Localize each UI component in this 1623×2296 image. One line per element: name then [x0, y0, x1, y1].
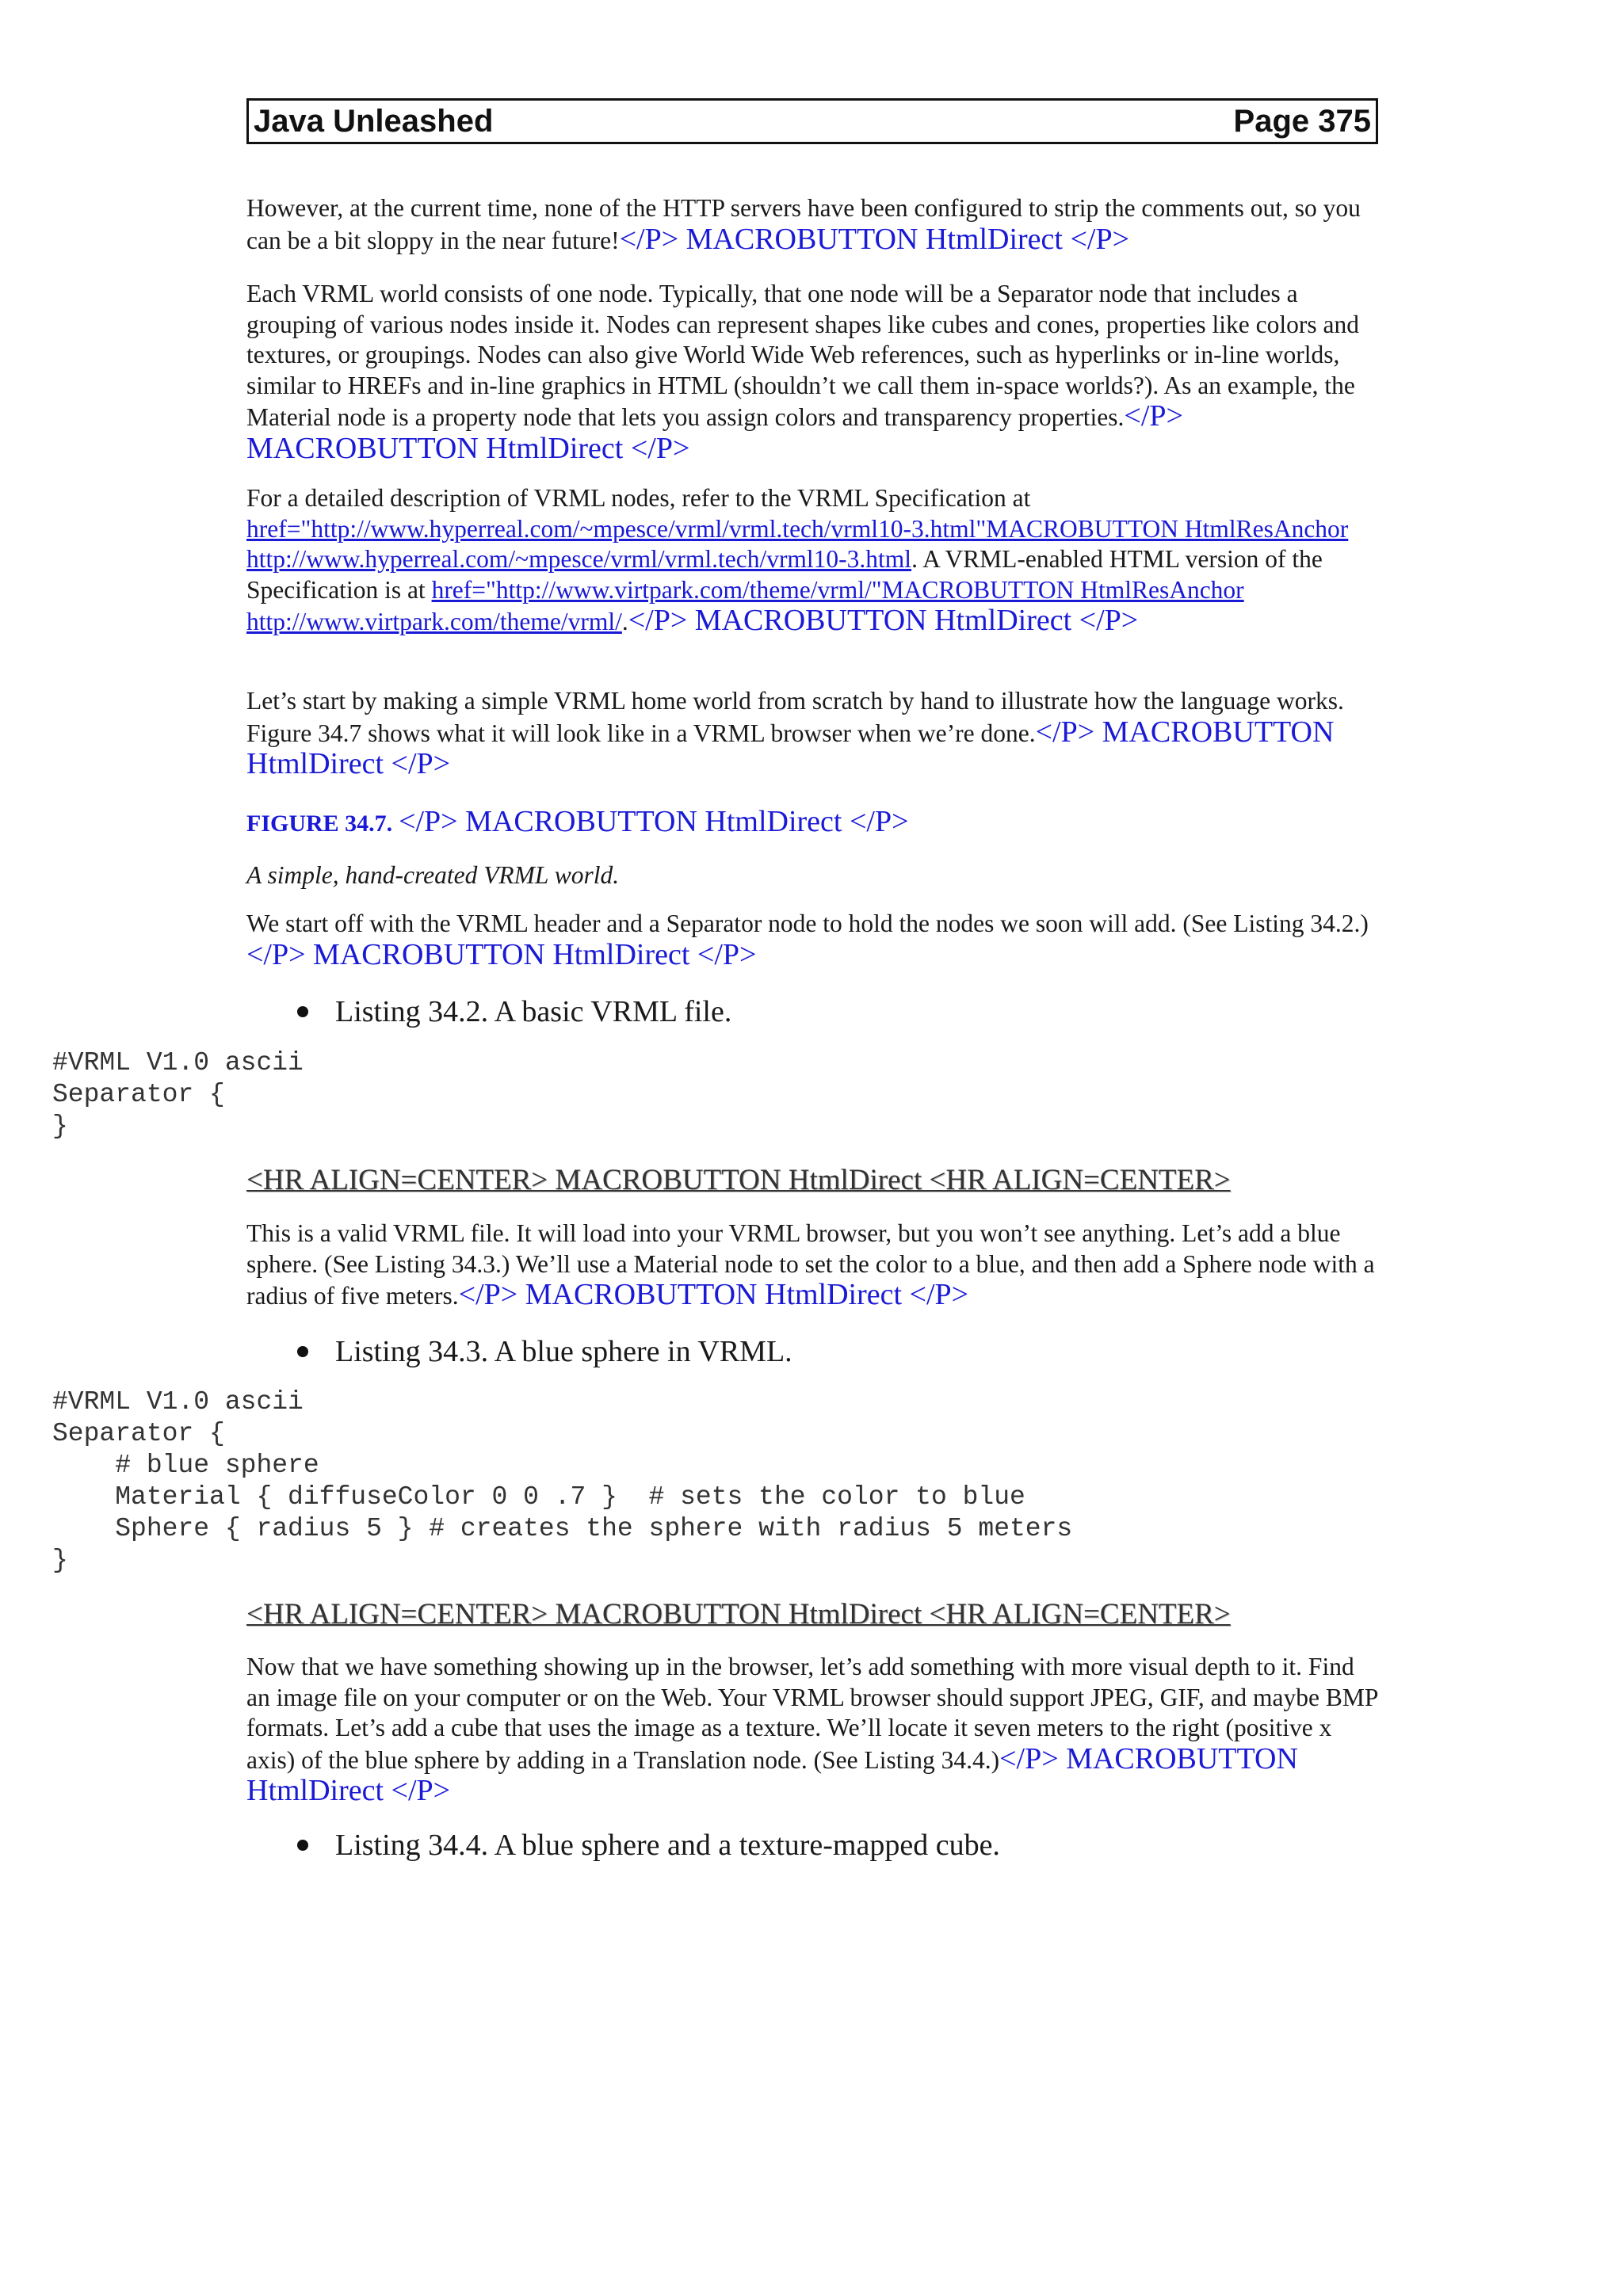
paragraph-text: Now that we have something showing up in the browser, let’s add something with more visual depth to it. Find an image file on your computer or on the Web. Your VRML browser should support JPEG, GIF, and maybe BMP formats. Let’s add a cube that uses the image as a texture. We’ll locate it seven meters to the right (positive x axis) of the blue sphere by adding in a Translation node. (See Listing 34.4.)	[246, 1653, 1378, 1774]
figure-label: FIGURE 34.7.	[246, 810, 393, 837]
paragraph-6	[246, 1219, 1384, 1312]
paragraph-text: However, at the current time, none of the HTTP servers have been configured to strip the comments out, so you can be a bit sloppy in the near future!	[246, 194, 1361, 254]
paragraph-text: This is a valid VRML file. It will load into your VRML browser, but you won’t see anything. Let’s add a blue sphere. (See Listing 34.3.) We’ll use a Material node to set the color to a blue, and then add a Sphere node with a radius of five meters.	[246, 1219, 1375, 1310]
vrml-spec-link[interactable]: href="http://www.hyperreal.com/~mpesce/vrml/vrml.tech/vrml10-3.html"MACROBUTTON HtmlResAnchor http://www.hyperreal.com/~mpesce/vrml/vrml.tech/vrml10-3.html	[246, 514, 1349, 573]
book-title: Java Unleashed	[254, 103, 494, 139]
paragraph-text: Each VRML world consists of one node. Typically, that one node will be a Separator node that includes a grouping of various nodes inside it. Nodes can represent shapes like cubes and cones, properties like colors and textures, or groupings. Nodes can also give World Wide Web references, such as hyperlinks or in-line worlds, similar to HREFs and in-line graphics in HTML (shouldn’t we call them in-space worlds?). As an example, the Material node is a property node that lets you assign colors and transparency properties.	[246, 280, 1359, 431]
htmldirect-link[interactable]: </P> MACROBUTTON HtmlDirect </P>	[246, 715, 1335, 780]
hr-macrobutton-link[interactable]: <HR ALIGN=CENTER> MACROBUTTON HtmlDirect <HR ALIGN=CENTER>	[246, 1164, 1231, 1196]
virtpark-spec-link[interactable]: href="http://www.virtpark.com/theme/vrml/"MACROBUTTON HtmlResAnchor http://www.virtpark.com/theme/vrml/	[246, 575, 1244, 635]
htmldirect-link[interactable]: </P> MACROBUTTON HtmlDirect </P>	[246, 399, 1183, 465]
bullet-icon	[297, 1346, 308, 1357]
figure-label-line	[246, 807, 1384, 840]
hr-macrobutton-link[interactable]: <HR ALIGN=CENTER> MACROBUTTON HtmlDirect <HR ALIGN=CENTER>	[246, 1598, 1231, 1630]
paragraph-1	[246, 193, 1384, 256]
paragraph-text: Let’s start by making a simple VRML home world from scratch by hand to illustrate how the language works. Figure 34.7 shows what it will look like in a VRML browser when we’re done.	[246, 687, 1344, 747]
figure-caption: A simple, hand-created VRML world.	[246, 861, 620, 889]
listing-title: Listing 34.4. A blue sphere and a texture-mapped cube.	[335, 1829, 1000, 1862]
listing-title: Listing 34.2. A basic VRML file.	[335, 995, 732, 1028]
listing-heading	[297, 994, 731, 1029]
paragraph-text: . A VRML-enabled HTML version of the Specification is at	[246, 545, 1323, 604]
paragraph-4	[246, 686, 1384, 781]
htmldirect-link[interactable]: </P> MACROBUTTON HtmlDirect </P>	[399, 805, 909, 838]
htmldirect-link[interactable]: </P> MACROBUTTON HtmlDirect </P>	[246, 1741, 1298, 1807]
page-header	[246, 98, 1378, 144]
page-number: Page 375	[1233, 103, 1371, 139]
htmldirect-link[interactable]: </P> MACROBUTTON HtmlDirect </P>	[619, 222, 1130, 256]
code-listing: #VRML V1.0 ascii Separator { }	[52, 1048, 304, 1141]
paragraph-text: For a detailed description of VRML nodes, refer to the VRML Specification at	[246, 484, 1031, 512]
listing-heading	[297, 1334, 792, 1369]
paragraph-5	[246, 909, 1384, 971]
htmldirect-link[interactable]: </P> MACROBUTTON HtmlDirect </P>	[628, 604, 1139, 637]
htmldirect-link[interactable]: </P> MACROBUTTON HtmlDirect </P>	[458, 1278, 969, 1311]
code-listing: #VRML V1.0 ascii Separator { # blue sphere Material { diffuseColor 0 0 .7 } # sets the color to blue Sphere { radius 5 } # creates the sphere with radius 5 meters }	[52, 1387, 1073, 1575]
bullet-icon	[297, 1840, 308, 1851]
paragraph-3	[246, 483, 1384, 638]
paragraph-7	[246, 1652, 1384, 1808]
bullet-icon	[297, 1006, 308, 1017]
htmldirect-link[interactable]: </P> MACROBUTTON HtmlDirect </P>	[246, 937, 757, 971]
listing-title: Listing 34.3. A blue sphere in VRML.	[335, 1335, 792, 1368]
paragraph-end: .	[621, 608, 628, 635]
paragraph-2	[246, 279, 1384, 465]
paragraph-text: We start off with the VRML header and a Separator node to hold the nodes we soon will add. (See Listing 34.2.)	[246, 910, 1369, 937]
listing-heading	[297, 1828, 1000, 1863]
